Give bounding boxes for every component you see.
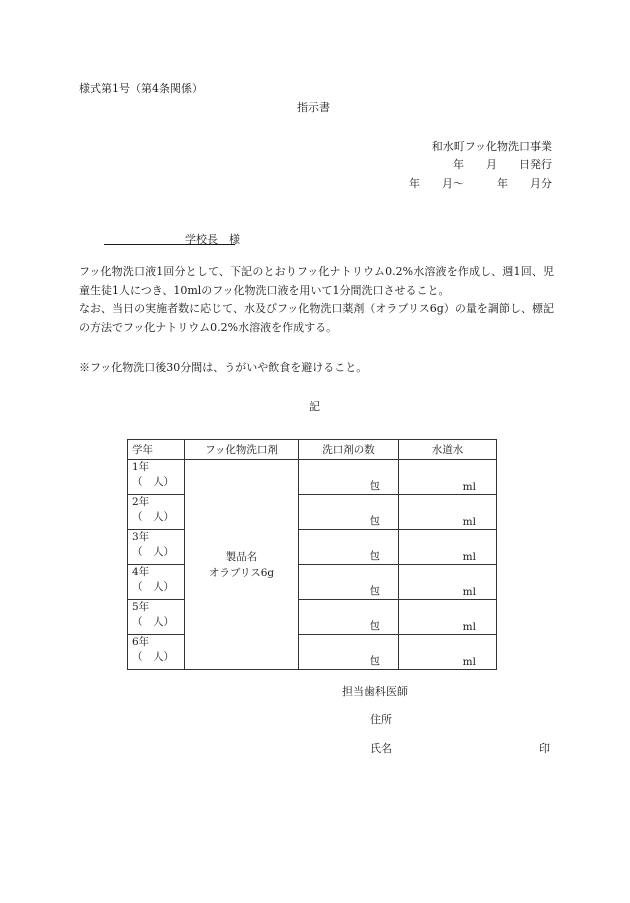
- pack-count-cell[interactable]: 包: [299, 600, 399, 635]
- water-amount-cell[interactable]: ml: [399, 600, 497, 635]
- pack-count-cell[interactable]: 包: [299, 530, 399, 565]
- ki-heading: 記: [309, 400, 320, 413]
- table-row: [128, 530, 497, 565]
- pack-count-cell[interactable]: 包: [299, 460, 399, 495]
- header-tap-water: 水道水: [399, 440, 497, 460]
- grade-cell: 3年 （ 人）: [128, 530, 185, 565]
- table-header-row: [128, 440, 497, 460]
- grade-cell: 2年 （ 人）: [128, 495, 185, 530]
- target-period: 年 月～ 年 月分: [409, 177, 552, 190]
- issue-date: 年 月 日発行: [453, 158, 552, 171]
- water-amount-cell[interactable]: ml: [399, 495, 497, 530]
- dispensing-table: [127, 439, 497, 670]
- water-amount-cell[interactable]: ml: [399, 635, 497, 670]
- table-row: [128, 600, 497, 635]
- dentist-label: 担当歯科医師: [342, 685, 408, 698]
- pack-count-cell[interactable]: 包: [299, 495, 399, 530]
- issuer: 和水町フッ化物洗口事業: [431, 140, 552, 153]
- header-grade: 学年: [128, 440, 185, 460]
- grade-cell: 4年 （ 人）: [128, 565, 185, 600]
- grade-cell: 5年 （ 人）: [128, 600, 185, 635]
- table-row: [128, 460, 497, 495]
- form-number: 様式第1号（第4条関係）: [79, 82, 203, 95]
- product-label: 製品名: [225, 550, 258, 563]
- instructions-paragraph-2: なお、当日の実施者数に応じて、水及びフッ化物洗口薬剤（オラブリス6g）の量を調節し、標記の方法でフッ化ナトリウム0.2%水溶液を作成する。: [79, 302, 554, 334]
- seal-mark: 印: [539, 742, 550, 755]
- address-label: 住所: [370, 713, 392, 726]
- table-row: [128, 495, 497, 530]
- product-name: オラブリス6g: [208, 566, 275, 579]
- grade-cell: 1年 （ 人）: [128, 460, 185, 495]
- water-amount-cell[interactable]: ml: [399, 565, 497, 600]
- grade-cell: 6年 （ 人）: [128, 635, 185, 670]
- header-agent: フッ化物洗口剤: [185, 440, 299, 460]
- name-label: 氏名: [370, 742, 392, 755]
- water-amount-cell[interactable]: ml: [399, 460, 497, 495]
- water-amount-cell[interactable]: ml: [399, 530, 497, 565]
- table-row: [128, 635, 497, 670]
- pack-count-cell[interactable]: 包: [299, 635, 399, 670]
- addressee: 学校長 様: [185, 233, 240, 246]
- document-title: 指示書: [297, 101, 330, 114]
- pack-count-cell[interactable]: 包: [299, 565, 399, 600]
- product-cell: [185, 460, 299, 670]
- table-row: [128, 565, 497, 600]
- instructions-paragraph-1: フッ化物洗口液1回分として、下記のとおりフッ化ナトリウム0.2%水溶液を作成し、週1回、児童生徒1人につき、10mlのフッ化物洗口液を用いて1分間洗口させること。: [79, 265, 554, 297]
- note: ※フッ化物洗口後30分間は、うがいや飲食を避けること。: [79, 361, 368, 374]
- header-pack-count: 洗口剤の数: [299, 440, 399, 460]
